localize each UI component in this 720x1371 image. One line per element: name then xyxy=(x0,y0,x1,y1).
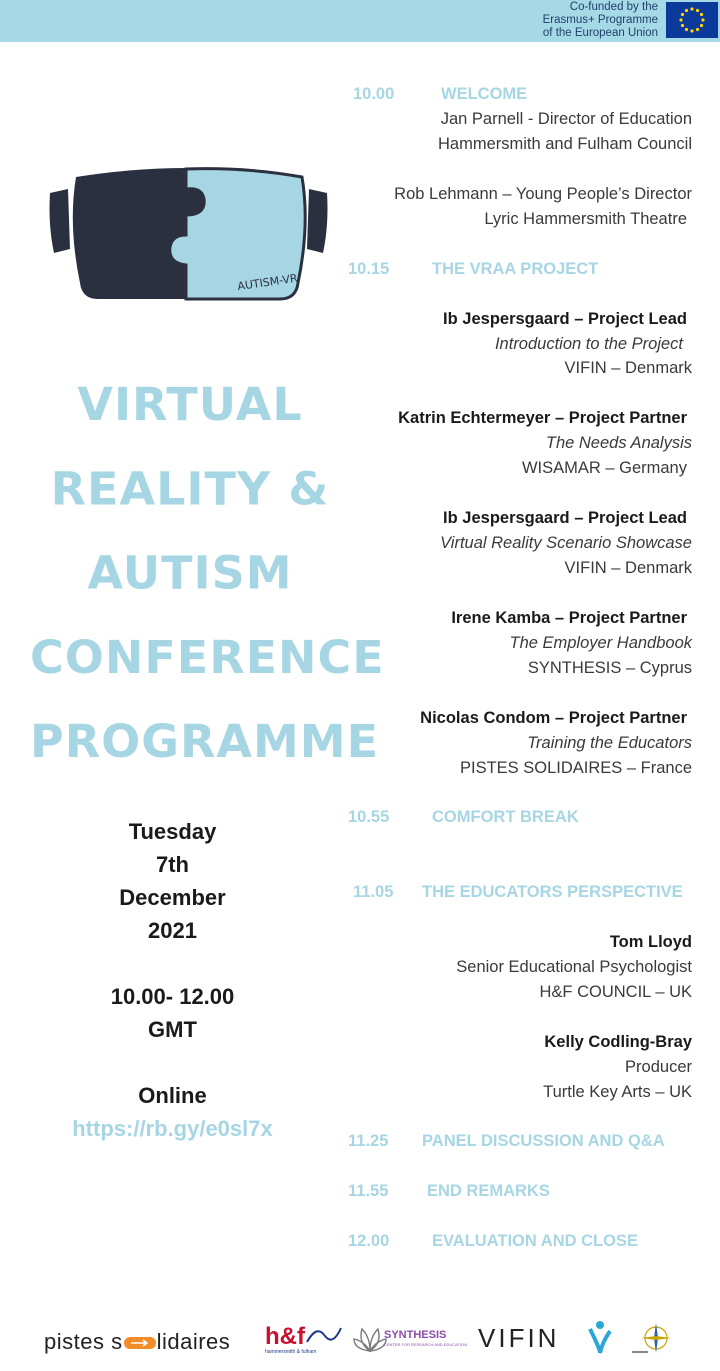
eu-flag-icon xyxy=(666,2,718,38)
speaker-role: Senior Educational Psychologist xyxy=(456,958,692,976)
event-year: 2021 xyxy=(148,918,197,943)
eu-line-1: Co-funded by the xyxy=(569,1,658,13)
hf-logo xyxy=(265,1323,343,1351)
section-title: THE VRAA PROJECT xyxy=(432,260,599,278)
speaker-role: Producer xyxy=(625,1058,692,1076)
speaker-line: Rob Lehmann – Young People’s Director xyxy=(394,185,692,203)
talk-topic: Training the Educators xyxy=(527,734,692,752)
speaker-org: PISTES SOLIDAIRES – France xyxy=(460,759,692,777)
speaker-org: VIFIN – Denmark xyxy=(564,359,692,377)
eu-line-3: of the European Union xyxy=(542,27,658,39)
wave-icon xyxy=(305,1324,343,1346)
speaker-org: VIFIN – Denmark xyxy=(564,559,692,577)
talk-topic: Virtual Reality Scenario Showcase xyxy=(440,534,692,552)
speaker-org: Turtle Key Arts – UK xyxy=(543,1083,692,1101)
speaker-name: Nicolas Condom – Project Partner xyxy=(420,709,687,727)
speaker-org: H&F COUNCIL – UK xyxy=(539,983,692,1001)
section-title: EVALUATION AND CLOSE xyxy=(432,1232,638,1250)
synthesis-subtitle: CENTER FOR RESEARCH AND EDUCATION xyxy=(384,1342,468,1347)
section-title: WELCOME xyxy=(441,85,528,103)
title-line-1: VIRTUAL xyxy=(77,377,303,431)
vr-headset-puzzle-icon xyxy=(46,165,331,305)
speaker-org: Lyric Hammersmith Theatre xyxy=(484,210,687,228)
event-time: 10.00- 12.00 xyxy=(110,984,235,1009)
speaker-line: Jan Parnell - Director of Education xyxy=(440,110,692,128)
section-title: END REMARKS xyxy=(427,1182,550,1200)
talk-topic: The Employer Handbook xyxy=(509,634,692,652)
speaker-name: Tom Lloyd xyxy=(609,933,692,951)
speaker-org: WISAMAR – Germany xyxy=(521,459,687,477)
conference-title xyxy=(30,362,385,783)
pistes-solidaires-logo xyxy=(44,1329,230,1355)
hf-text: h&f xyxy=(265,1323,305,1350)
title-line-3: AUTISM xyxy=(87,546,293,600)
section-time: 11.05 xyxy=(353,883,394,901)
event-day: Tuesday xyxy=(128,819,217,844)
synthesis-logo-text: SYNTHESIS xyxy=(384,1329,447,1341)
speaker-name: Ib Jespersgaard – Project Lead xyxy=(443,310,687,328)
talk-topic: The Needs Analysis xyxy=(545,434,692,452)
hf-subtitle: hammersmith & fulham xyxy=(265,1349,317,1355)
event-link[interactable]: https://rb.gy/e0sl7x xyxy=(72,1116,273,1141)
event-details xyxy=(40,815,305,1145)
pistes-text-a: pistes s xyxy=(44,1329,123,1354)
section-title: COMFORT BREAK xyxy=(432,808,579,826)
vifin-figure-icon xyxy=(586,1319,612,1355)
section-time: 11.25 xyxy=(348,1132,389,1150)
section-time: 12.00 xyxy=(348,1232,390,1250)
top-banner xyxy=(0,0,720,42)
event-month: December xyxy=(119,885,226,910)
eu-funding-text xyxy=(458,1,658,40)
title-line-4: CONFERENCE xyxy=(30,630,385,684)
partner-logos xyxy=(0,1315,720,1365)
event-date: 7th xyxy=(156,852,189,877)
pistes-text-b: lidaires xyxy=(156,1329,231,1354)
section-time: 10.00 xyxy=(353,85,395,103)
speaker-name: Katrin Echtermeyer – Project Partner xyxy=(398,409,687,427)
section-title: THE EDUCATORS PERSPECTIVE xyxy=(422,883,683,901)
speaker-org: SYNTHESIS – Cyprus xyxy=(527,659,692,677)
event-timezone: GMT xyxy=(148,1017,197,1042)
title-line-5: PROGRAMME xyxy=(30,715,379,769)
section-time: 10.15 xyxy=(348,260,390,278)
speaker-org: Hammersmith and Fulham Council xyxy=(437,135,692,153)
speaker-name: Irene Kamba – Project Partner xyxy=(451,609,687,627)
vifin-logo: VIFIN xyxy=(478,1323,560,1353)
headset-label: AUTISM-VR xyxy=(236,271,299,293)
synthesis-lotus-icon xyxy=(352,1321,388,1357)
speaker-name: Kelly Codling-Bray xyxy=(544,1033,692,1051)
title-line-2: REALITY & xyxy=(50,462,330,516)
section-title: PANEL DISCUSSION AND Q&A xyxy=(422,1132,665,1150)
wisamar-compass-icon xyxy=(630,1321,678,1359)
speaker-name: Ib Jespersgaard – Project Lead xyxy=(443,509,687,527)
section-time: 11.55 xyxy=(348,1182,389,1200)
talk-topic: Introduction to the Project xyxy=(494,335,683,353)
arrow-icon xyxy=(123,1336,157,1350)
eu-line-2: Erasmus+ Programme xyxy=(542,14,658,26)
section-time: 10.55 xyxy=(348,808,390,826)
event-mode: Online xyxy=(138,1083,207,1108)
